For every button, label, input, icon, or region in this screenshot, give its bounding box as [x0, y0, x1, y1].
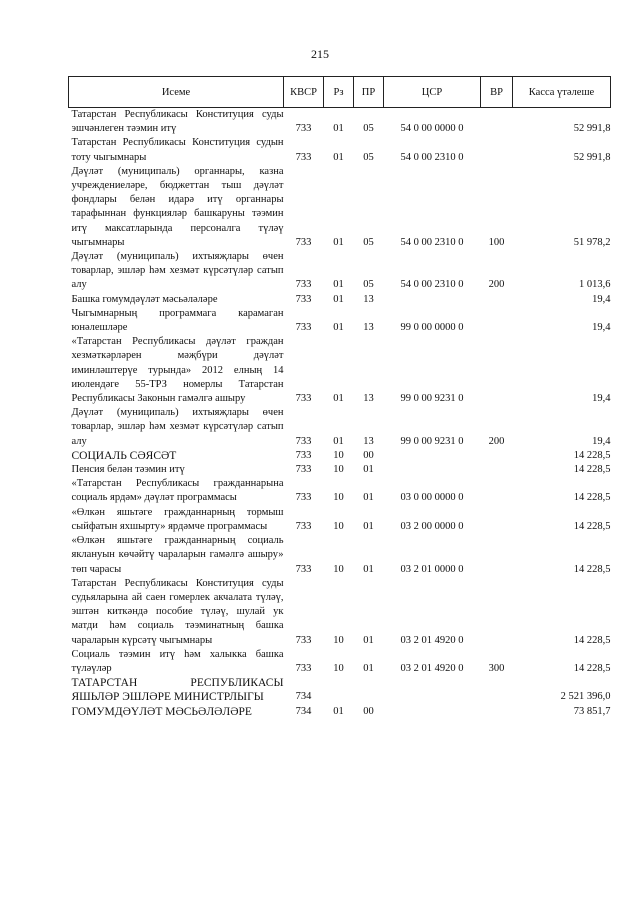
csr-cell	[384, 676, 481, 704]
pr-cell: 01	[363, 563, 374, 575]
vr-cell	[481, 136, 513, 164]
vr-cell	[481, 506, 513, 534]
kvsr-cell: 733	[295, 279, 312, 291]
csr-cell	[384, 463, 481, 477]
vr-cell	[481, 477, 513, 505]
kvsr-cell: 734	[295, 705, 312, 717]
rz-cell: 10	[333, 662, 344, 674]
name-cell: Татарстан Республикасы Конституция суды эшчәнлеген тәэмин итү	[71, 109, 284, 135]
vr-cell	[481, 335, 513, 406]
name-cell: «Өлкән яшьтәге гражданнарның социаль яклануын көчәйтү чараларын гамәлгә ашыру» төп чарасы	[71, 535, 284, 575]
pr-cell: 13	[363, 393, 374, 405]
sum-cell: 14 228,5	[573, 662, 611, 674]
vr-cell	[481, 705, 513, 719]
table-row	[69, 463, 611, 477]
pr-cell: 05	[363, 279, 374, 291]
vr-cell	[481, 676, 513, 704]
rz-cell: 10	[333, 492, 344, 504]
rz-cell: 01	[333, 705, 344, 717]
column-header-rz: Рз	[324, 77, 354, 108]
column-header-name: Исеме	[69, 77, 284, 108]
table-row	[69, 293, 611, 307]
csr-cell	[384, 449, 481, 463]
column-header-kvsr: КВСР	[284, 77, 324, 108]
kvsr-cell: 733	[295, 492, 312, 504]
vr-cell	[481, 449, 513, 463]
table-row	[69, 406, 611, 449]
kvsr-cell: 733	[295, 123, 312, 135]
name-cell: Дәүләт (муниципаль) ихтыяҗлары өчен товарлар, эшләр һәм хезмәт күрсәтүләр сатып алу	[71, 407, 284, 447]
table-row	[69, 250, 611, 293]
rz-cell: 01	[333, 322, 344, 334]
kvsr-cell: 733	[295, 464, 312, 476]
column-header-sum: Касса үтәлеше	[513, 77, 611, 108]
kvsr-cell: 733	[295, 520, 312, 532]
kvsr-cell: 733	[295, 634, 312, 646]
pr-cell: 13	[363, 293, 374, 305]
name-cell: «Өлкән яшьтәге гражданнарның тормыш сыйфатын яхшырту» ярдәмче программасы	[71, 506, 284, 532]
column-header-csr: ЦСР	[384, 77, 481, 108]
pr-cell: 01	[363, 492, 374, 504]
kvsr-cell: 733	[295, 322, 312, 334]
column-header-pr: ПР	[354, 77, 384, 108]
kvsr-cell: 733	[295, 151, 312, 163]
kvsr-cell: 733	[295, 435, 312, 447]
table-row	[69, 648, 611, 676]
vr-cell	[481, 577, 513, 648]
column-header-vr: ВР	[481, 77, 513, 108]
rz-cell	[324, 676, 354, 704]
csr-cell: 99 0 00 0000 0	[400, 322, 464, 334]
kvsr-cell: 733	[295, 662, 312, 674]
table-row	[69, 577, 611, 648]
pr-cell: 05	[363, 151, 374, 163]
sum-cell: 19,4	[592, 393, 611, 405]
kvsr-cell: 733	[295, 236, 312, 248]
sum-cell: 52 991,8	[573, 123, 611, 135]
table-row	[69, 307, 611, 335]
name-cell: Башка гомумдәүләт мәсьәләләре	[71, 293, 218, 305]
table-row	[69, 676, 611, 704]
rz-cell: 10	[333, 563, 344, 575]
sum-cell: 14 228,5	[573, 520, 611, 532]
rz-cell: 01	[333, 393, 344, 405]
vr-cell	[481, 307, 513, 335]
kvsr-cell: 733	[295, 563, 312, 575]
kvsr-cell: 733	[295, 449, 312, 461]
name-cell: ГОМУМДӘҮЛӘТ МӘСЬӘЛӘЛӘРЕ	[71, 705, 252, 718]
table-row	[69, 506, 611, 534]
pr-cell: 01	[363, 464, 374, 476]
rz-cell: 01	[333, 293, 344, 305]
vr-cell: 100	[488, 236, 505, 248]
table-row	[69, 705, 611, 719]
csr-cell: 99 0 00 9231 0	[400, 393, 464, 405]
vr-cell	[481, 293, 513, 307]
table-row	[69, 108, 611, 137]
sum-cell: 14 228,5	[573, 449, 611, 461]
pr-cell: 01	[363, 520, 374, 532]
csr-cell: 54 0 00 2310 0	[400, 279, 464, 291]
pr-cell: 00	[363, 705, 374, 717]
rz-cell: 10	[333, 520, 344, 532]
pr-cell: 05	[363, 236, 374, 248]
rz-cell: 10	[333, 449, 344, 461]
pr-cell: 13	[363, 435, 374, 447]
name-cell: Татарстан Республикасы Конституция судын тоту чыгымнары	[71, 137, 284, 163]
sum-cell: 14 228,5	[573, 634, 611, 646]
table-header	[69, 77, 611, 108]
kvsr-cell: 733	[295, 393, 312, 405]
name-cell: Татарстан Республикасы Конституция суды судьяларына ай саен гомерлек акчалата түләү, эштән киткәндә пособие түләү, шулай ук матди һәм социаль тәэминатның башка чараларын күрсәтү чыгымнары	[71, 577, 284, 646]
vr-cell: 300	[488, 662, 505, 674]
table-row	[69, 165, 611, 250]
csr-cell: 03 2 00 0000 0	[400, 520, 464, 532]
vr-cell: 200	[488, 279, 505, 291]
csr-cell	[384, 293, 481, 307]
rz-cell: 01	[333, 123, 344, 135]
name-cell: Пенсия белән тәэмин итү	[71, 464, 185, 476]
csr-cell: 54 0 00 2310 0	[400, 151, 464, 163]
table-body	[69, 108, 611, 719]
name-cell: Дәүләт (муниципаль) ихтыяҗлары өчен товарлар, эшләр һәм хезмәт күрсәтүләр сатып алу	[71, 251, 284, 291]
sum-cell: 14 228,5	[573, 492, 611, 504]
csr-cell: 03 2 01 0000 0	[400, 563, 464, 575]
pr-cell: 13	[363, 322, 374, 334]
sum-cell: 52 991,8	[573, 151, 611, 163]
csr-cell: 03 2 01 4920 0	[400, 662, 464, 674]
csr-cell: 03 2 01 4920 0	[400, 634, 464, 646]
page-number: 215	[311, 47, 329, 61]
sum-cell: 19,4	[592, 322, 611, 334]
table-row	[69, 477, 611, 505]
rz-cell: 01	[333, 435, 344, 447]
kvsr-cell: 733	[295, 293, 312, 305]
rz-cell: 01	[333, 236, 344, 248]
name-cell: «Татарстан Республикасы дәүләт граждан хезмәткәрләрен мәҗбүри дәүләт иминләштерүе турында» 2012 елның 14 июлендәге 55-ТРЗ номерлы Татарстан Республикасы Законын гамәлгә ашыру	[71, 336, 284, 405]
budget-table	[68, 76, 611, 719]
sum-cell: 19,4	[592, 293, 611, 305]
sum-cell: 14 228,5	[573, 464, 611, 476]
vr-cell: 200	[488, 435, 505, 447]
rz-cell: 01	[333, 151, 344, 163]
rz-cell: 01	[333, 279, 344, 291]
sum-cell: 14 228,5	[573, 563, 611, 575]
name-cell: Социаль тәэмин итү һәм халыкка башка түләүләр	[71, 648, 284, 674]
sum-cell: 19,4	[592, 435, 611, 447]
pr-cell: 00	[363, 449, 374, 461]
vr-cell	[481, 463, 513, 477]
name-cell: Дәүләт (муниципаль) органнары, казна учреждениеләре, бюджеттан тыш дәүләт фондлары белән идарә итү органнары тарафыннан функцияләр башкаруны тәэмин итү максатларында персоналга түләү чыгымнары	[71, 165, 284, 248]
rz-cell: 10	[333, 464, 344, 476]
pr-cell: 01	[363, 662, 374, 674]
vr-cell	[481, 534, 513, 577]
sum-cell: 73 851,7	[573, 705, 611, 717]
name-cell: ТАТАРСТАН РЕСПУБЛИКАСЫ ЯШЬЛӘР ЭШЛӘРЕ МИНИСТРЛЫГЫ	[71, 677, 284, 704]
name-cell: «Татарстан Республикасы гражданнарына социаль ярдәм» дәүләт программасы	[71, 478, 284, 504]
table-row	[69, 534, 611, 577]
csr-cell: 54 0 00 2310 0	[400, 236, 464, 248]
sum-cell: 2 521 396,0	[560, 691, 611, 703]
csr-cell	[384, 705, 481, 719]
pr-cell	[354, 676, 384, 704]
table-row	[69, 136, 611, 164]
sum-cell: 1 013,6	[579, 279, 611, 291]
kvsr-cell: 734	[295, 691, 312, 703]
csr-cell: 54 0 00 0000 0	[400, 123, 464, 135]
sum-cell: 51 978,2	[573, 236, 611, 248]
name-cell: Чыгымнарның программага карамаган юнәлешләре	[71, 307, 284, 334]
csr-cell: 03 0 00 0000 0	[400, 492, 464, 504]
csr-cell: 99 0 00 9231 0	[400, 435, 464, 447]
vr-cell	[481, 108, 513, 137]
table-row	[69, 335, 611, 406]
pr-cell: 01	[363, 634, 374, 646]
name-cell: СОЦИАЛЬ СӘЯСӘТ	[71, 449, 177, 462]
rz-cell: 10	[333, 634, 344, 646]
pr-cell: 05	[363, 123, 374, 135]
table-row	[69, 449, 611, 463]
